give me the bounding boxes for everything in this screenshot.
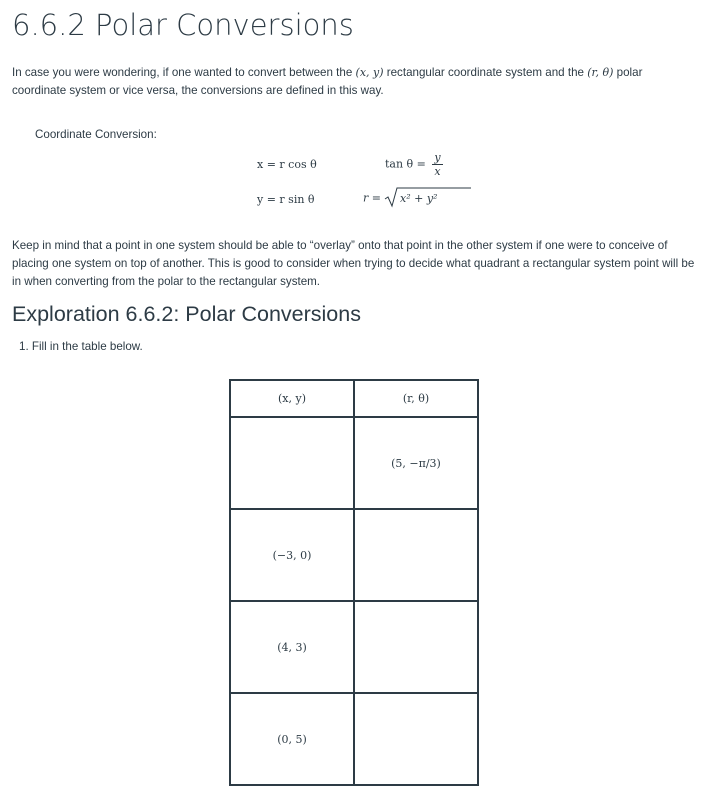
y-equation: y = r sin θ bbox=[257, 193, 315, 206]
overlay-paragraph: Keep in mind that a point in one system should be able to “overlay” onto that point in the other system if one were to conceive of placing one system on top of another. This is good to consider when trying to decide what quadrant a rectangular system point will be in when converting from the polar to the rectangular system. bbox=[12, 239, 695, 288]
sqrt-radical-svg bbox=[384, 186, 472, 208]
xy-math: (x, y) bbox=[355, 66, 384, 79]
exploration-heading: Exploration 6.6.2: Polar Conversions bbox=[12, 302, 361, 326]
table-row bbox=[230, 601, 478, 693]
intro-paragraph bbox=[12, 64, 696, 100]
intro-text-2: rectangular coordinate system and the bbox=[383, 66, 588, 79]
cell-rtheta[interactable]: (5, −π/3) bbox=[354, 417, 478, 509]
tan-equation bbox=[385, 151, 443, 178]
table-row bbox=[230, 417, 478, 509]
cell-xy[interactable]: (−3, 0) bbox=[230, 509, 354, 601]
tan-numerator: y bbox=[434, 151, 441, 164]
cell-rtheta[interactable] bbox=[354, 601, 478, 693]
r-equation bbox=[363, 186, 472, 211]
r-radicand: x² + y² bbox=[400, 192, 438, 205]
table-row bbox=[230, 509, 478, 601]
page-title: 6.6.2 Polar Conversions bbox=[12, 8, 354, 42]
tan-denominator: x bbox=[434, 165, 441, 178]
cell-rtheta[interactable] bbox=[354, 693, 478, 785]
cell-xy[interactable]: (0, 5) bbox=[230, 693, 354, 785]
cell-xy[interactable]: (4, 3) bbox=[230, 601, 354, 693]
rtheta-math: (r, θ) bbox=[587, 66, 614, 79]
instruction-item: 1. Fill in the table below. bbox=[19, 340, 143, 353]
cell-xy[interactable] bbox=[230, 417, 354, 509]
tan-lhs: tan θ = bbox=[385, 157, 430, 171]
intro-text-1: In case you were wondering, if one wanted to convert between the bbox=[12, 66, 356, 79]
x-equation: x = r cos θ bbox=[257, 158, 317, 171]
tan-fraction bbox=[432, 151, 442, 178]
cell-rtheta[interactable] bbox=[354, 509, 478, 601]
conversion-label: Coordinate Conversion: bbox=[35, 128, 157, 141]
intro-text-3: polar coordinate system or vice versa, the conversions are defined in this way. bbox=[12, 66, 643, 97]
header-rtheta: (r, θ) bbox=[354, 380, 478, 417]
sqrt-symbol bbox=[384, 186, 472, 211]
r-lhs: r = bbox=[363, 191, 385, 205]
conversion-table bbox=[229, 379, 479, 786]
header-xy: (x, y) bbox=[230, 380, 354, 417]
table-header-row bbox=[230, 380, 478, 417]
table-row bbox=[230, 693, 478, 785]
